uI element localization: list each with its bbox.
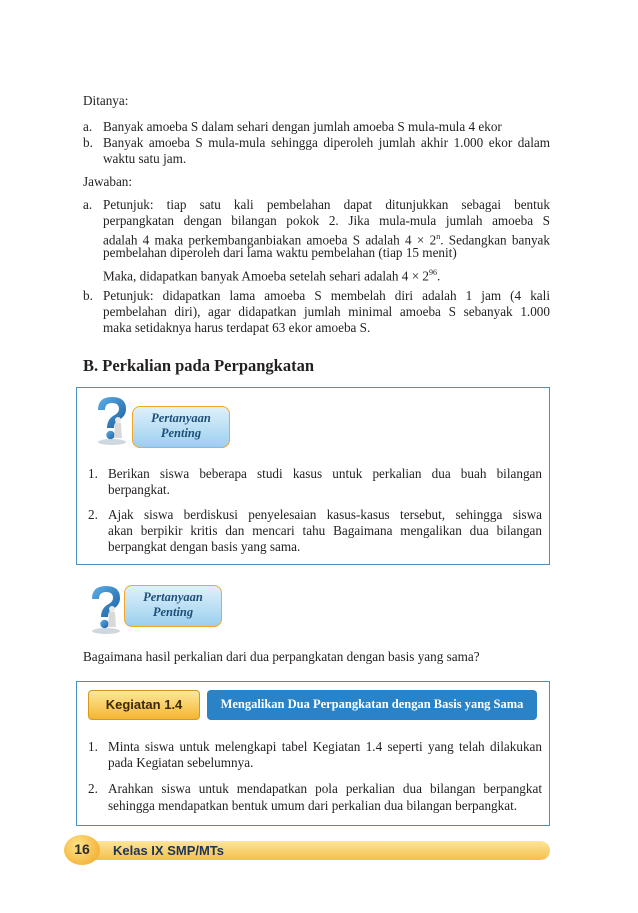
pill-1-line2: Penting [160,426,202,440]
kegiatan-title: Mengalikan Dua Perpangkatan dengan Basis yang Sama [207,690,537,720]
jawaban-label: Jawaban: [83,174,133,189]
pertanyaan-penting-label-2 [124,585,222,627]
jawaban-a-line5 [103,264,440,285]
question-text: Bagaimana hasil perkalian dari dua perpangkatan dengan basis yang sama? [83,649,480,664]
ditanya-b-line2: waktu satu jam. [103,151,187,166]
jawaban-a-line2: perpangkatan dengan bilangan pokok 2. Jika mula-mula jumlah amoeba S [103,213,550,228]
box1-item2-line3: berpangkat dengan basis yang sama. [108,539,301,554]
jawaban-a-line1: Petunjuk: tiap satu kali pembelahan dapat ditunjukkan sebagai bentuk [103,197,550,212]
book-label: Kelas IX SMP/MTs [113,843,225,858]
jawaban-a-line5-pre: Maka, didapatkan banyak Amoeba setelah sehari adalah 4 × 2 [103,268,430,284]
kegiatan-item1-line2: pada Kegiatan sebelumnya. [108,755,254,770]
box1-item2-line2: akan berpikir kritis dan mencari tahu Bagaimana mengalikan dua bilangan [108,523,542,538]
box1-item2-marker: 2. [88,507,98,522]
box1-item1-line1: Berikan siswa beberapa studi kasus untuk perkalian dua buah bilangan [108,466,542,481]
page-number: 16 [64,835,100,865]
section-b-heading: B. Perkalian pada Perpangkatan [83,356,315,375]
question-mark-icon [88,394,136,446]
box1-item1-line2: berpangkat. [108,482,170,497]
box1-item2-line1: Ajak siswa berdiskusi penyelesaian kasus-kasus tersebut, sehingga siswa [108,507,542,522]
question-mark-icon [82,583,130,635]
ditanya-a-marker: a. [83,119,93,134]
jawaban-b-line1: Petunjuk: didapatkan lama amoeba S membelah diri adalah 1 jam (4 kali [103,288,550,303]
jawaban-a-line5-post: . [437,268,441,284]
ditanya-a-text: Banyak amoeba S dalam sehari dengan jumlah amoeba S mula-mula 4 ekor [103,119,502,134]
kegiatan-item2-marker: 2. [88,781,98,796]
box1-item1-marker: 1. [88,466,98,481]
ditanya-b-line1: Banyak amoeba S mula-mula sehingga diperoleh jumlah akhir 1.000 ekor dalam [103,135,550,150]
pill-1-line1: Pertanyaan [151,411,211,425]
jawaban-b-line3: maka setidaknya harus terdapat 63 ekor amoeba S. [103,320,371,335]
jawaban-b-marker: b. [83,288,93,303]
ditanya-b-marker: b. [83,135,93,150]
kegiatan-item1-marker: 1. [88,739,98,754]
kegiatan-item2-line2: sehingga mendapatkan bentuk umum dari perkalian dua bilangan berpangkat. [108,798,518,813]
jawaban-a-line3-post: . Sedangkan banyak [440,232,550,248]
pill-2-line1: Pertanyaan [143,590,203,604]
jawaban-b-line2: pembelahan diri), agar didapatkan jumlah minimal amoeba S sebanyak 1.000 [103,304,550,319]
jawaban-a-marker: a. [83,197,93,212]
exponent-n: n [436,232,441,241]
pill-2-line2: Penting [152,605,194,619]
kegiatan-item1-line1: Minta siswa untuk melengkapi tabel Kegiatan 1.4 seperti yang telah dilakukan [108,739,542,754]
jawaban-a-line3-pre: adalah 4 maka perkembanganbiakan amoeba S adalah 4 × 2 [103,232,437,248]
kegiatan-tab: Kegiatan 1.4 [88,690,200,720]
exponent-96: 96 [429,268,438,277]
ditanya-label: Ditanya: [83,93,129,108]
pertanyaan-penting-label-1 [132,406,230,448]
kegiatan-item2-line1: Arahkan siswa untuk mendapatkan pola perkalian dua bilangan berpangkat [108,781,542,796]
jawaban-a-line4: pembelahan diperoleh dari lama waktu pembelahan (tiap 15 menit) [103,245,457,260]
